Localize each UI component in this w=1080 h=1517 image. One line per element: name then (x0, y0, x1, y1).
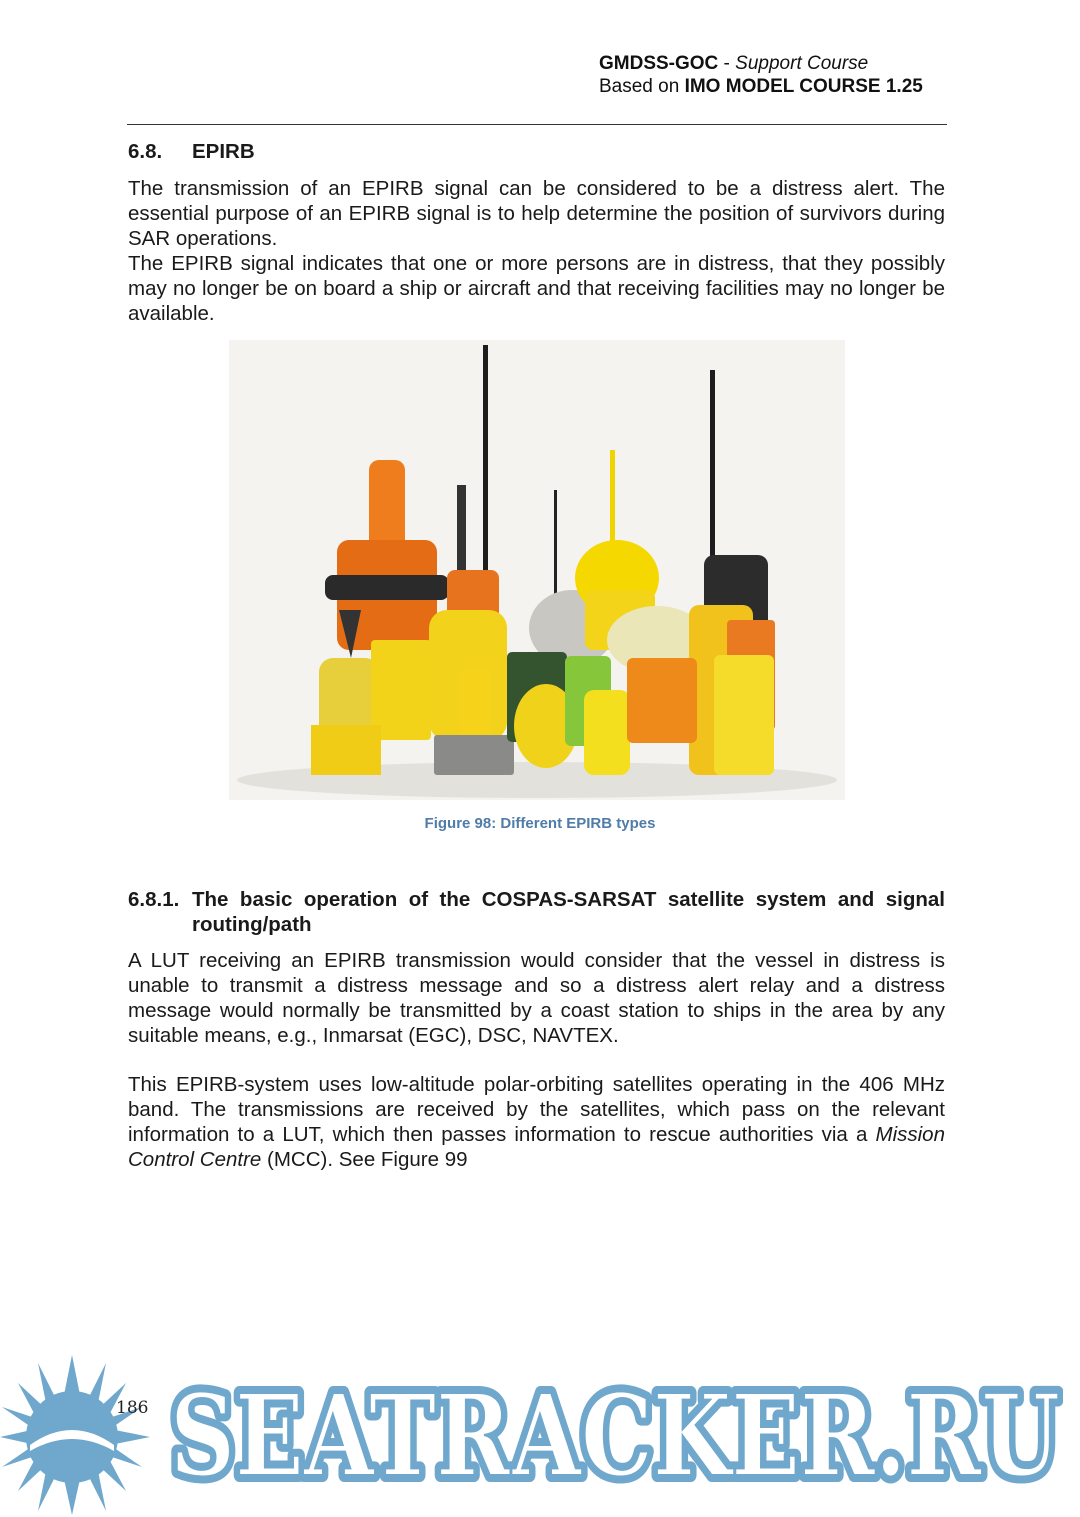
paragraph: A LUT receiving an EPIRB transmission would consider that the vessel in distress is unable to transmit a distress message and so a distress alert relay and a distress message would normally be transmitted by a coast station to ships in the area by any suitable means, e.g., Inmarsat (EGC), DSC, NAVTEX. (128, 949, 945, 1047)
epirb-bracket (325, 575, 449, 600)
epirb-unit (714, 655, 774, 775)
header-rule (127, 124, 947, 125)
subsection-number: 6.8.1. (128, 888, 180, 911)
epirb-unit (369, 460, 405, 550)
watermark-outline: SEATRACKER.RU (170, 1375, 1060, 1495)
subsection-heading (128, 887, 945, 937)
antenna (483, 345, 488, 575)
page-number: 186 (116, 1398, 149, 1418)
epirb-unit (584, 690, 630, 775)
figure-caption: Figure 98: Different EPIRB types (424, 815, 656, 832)
course-code: GMDSS-GOC (599, 53, 719, 74)
sun-logo (0, 1355, 160, 1515)
paragraph: The EPIRB signal indicates that one or more persons are in distress, that they possibly may no longer be on board a ship or aircraft and that receiving facilities may no longer be available. (128, 252, 945, 325)
section-heading (128, 140, 255, 164)
header-line-2 (599, 75, 923, 98)
running-header (599, 52, 923, 98)
subsection-title: The basic operation of the COSPAS-SARSAT satellite system and signal routing/path (192, 888, 945, 936)
header-prefix: Based on (599, 76, 685, 97)
epirb-panel (434, 735, 514, 775)
epirb-base (311, 725, 381, 775)
epirb-photo (229, 340, 845, 800)
seatracker-watermark (168, 1375, 1063, 1495)
paragraph-text: (MCC). See Figure 99 (261, 1148, 468, 1171)
paragraph (128, 1072, 945, 1172)
paragraph-text: This EPIRB-system uses low-altitude polar-orbiting satellites operating in the 406 MHz band. The transmissions are received by the satellites, which pass on the relevant information to a LUT, which then passes information to rescue authorities via a (128, 1073, 945, 1146)
course-type: Support Course (735, 53, 869, 74)
header-line-1 (599, 52, 923, 75)
mcc-term: Mission Control Centre (128, 1123, 945, 1171)
paragraph: The transmission of an EPIRB signal can be considered to be a distress alert. The essential purpose of an EPIRB signal is to help determine the position of survivors during SAR operations. (128, 177, 945, 250)
model-course: IMO MODEL COURSE 1.25 (684, 76, 923, 97)
epirb-unit (627, 658, 697, 743)
watermark-fill: SEATRACKER.RU (170, 1375, 1060, 1495)
section-number: 6.8. (128, 140, 163, 163)
section-title: EPIRB (192, 140, 255, 163)
header-separator: - (718, 53, 736, 74)
